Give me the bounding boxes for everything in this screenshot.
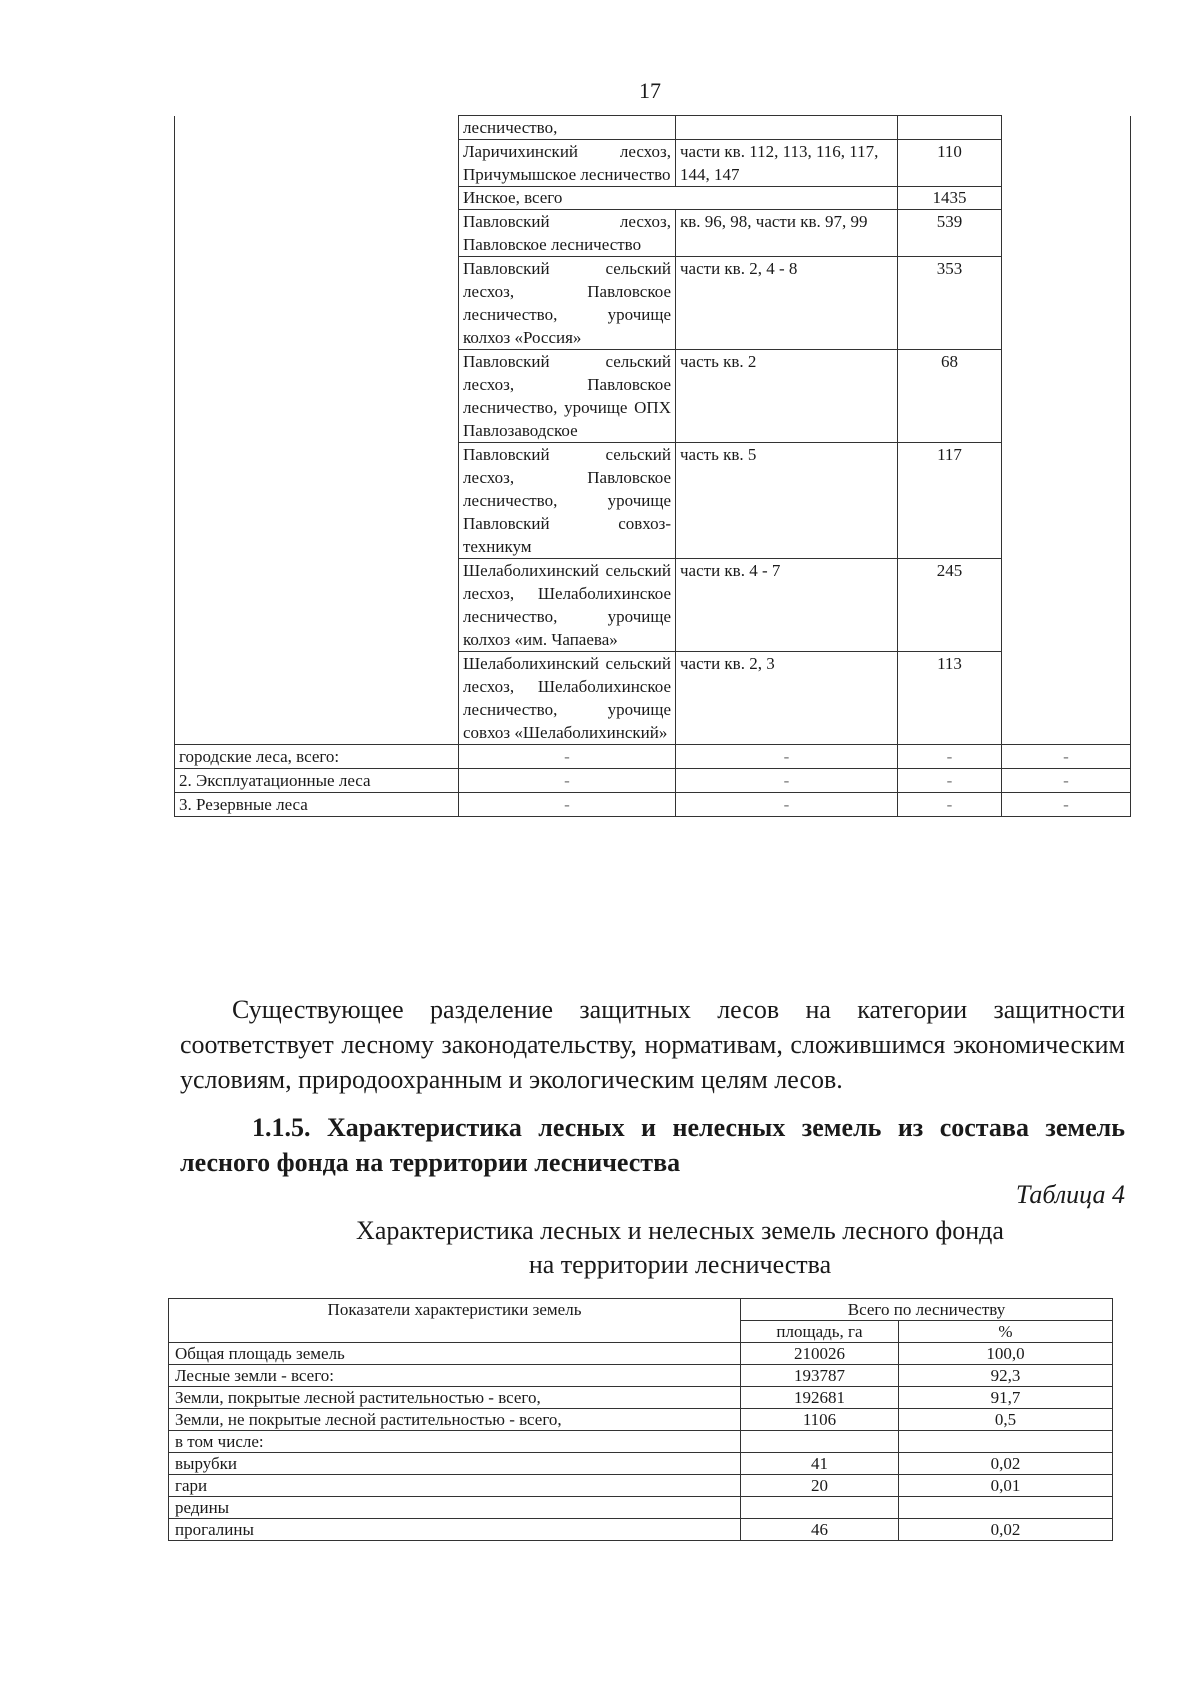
table-row bbox=[169, 1343, 1113, 1365]
header-total: Всего по лесничеству bbox=[741, 1299, 1113, 1321]
table-cell-quarters: часть кв. 2 bbox=[676, 350, 898, 443]
row-area: 20 bbox=[741, 1475, 899, 1497]
dash-cell: - bbox=[459, 793, 676, 817]
table-row-category bbox=[175, 745, 1131, 769]
table-cell-area bbox=[898, 116, 1002, 140]
dash-cell: - bbox=[898, 745, 1002, 769]
row-label: в том числе: bbox=[169, 1431, 741, 1453]
table-cell-site: Павловский сельский лесхоз, Павловское лесничество, урочище ОПХ Павлозаводское bbox=[459, 350, 676, 443]
forest-sites-table bbox=[174, 115, 1131, 817]
table-row bbox=[169, 1519, 1113, 1541]
row-label: прогалины bbox=[169, 1519, 741, 1541]
row-area: 193787 bbox=[741, 1365, 899, 1387]
header-pct: % bbox=[899, 1321, 1113, 1343]
row-area: 46 bbox=[741, 1519, 899, 1541]
dash-cell: - bbox=[459, 769, 676, 793]
header-area: площадь, га bbox=[741, 1321, 899, 1343]
table-row bbox=[169, 1431, 1113, 1453]
row-label: вырубки bbox=[169, 1453, 741, 1475]
table-label: Таблица 4 bbox=[1015, 1180, 1125, 1209]
category-label: городские леса, всего: bbox=[175, 745, 459, 769]
row-label: Общая площадь земель bbox=[169, 1343, 741, 1365]
table-cell-site: Ларичихинский лесхоз, Причумышское лесничество bbox=[459, 140, 676, 187]
table-cell-site: Шелаболихинский сельский лесхоз, Шелаболихинское лесничество, урочище совхоз «Шелаболихинский» bbox=[459, 652, 676, 745]
table-cell-area: 353 bbox=[898, 257, 1002, 350]
row-pct: 0,01 bbox=[899, 1475, 1113, 1497]
table-cell-site: Павловский сельский лесхоз, Павловское лесничество, урочище колхоз «Россия» bbox=[459, 257, 676, 350]
table-title-line1: Характеристика лесных и нелесных земель лесного фонда bbox=[356, 1216, 1004, 1245]
table-header-row bbox=[169, 1299, 1113, 1321]
category-label: 3. Резервные леса bbox=[175, 793, 459, 817]
subtotal-area: 1435 bbox=[898, 187, 1002, 210]
table-row bbox=[169, 1387, 1113, 1409]
table-row-category bbox=[175, 793, 1131, 817]
table-row bbox=[169, 1409, 1113, 1431]
dash-cell: - bbox=[1002, 793, 1131, 817]
dash-cell: - bbox=[676, 793, 898, 817]
row-area bbox=[741, 1431, 899, 1453]
header-indicator: Показатели характеристики земель bbox=[169, 1299, 741, 1343]
row-area: 192681 bbox=[741, 1387, 899, 1409]
table-cell-area: 68 bbox=[898, 350, 1002, 443]
table-cell-site: Шелаболихинский сельский лесхоз, Шелаболихинское лесничество, урочище колхоз «им. Чапаева» bbox=[459, 559, 676, 652]
row-area: 210026 bbox=[741, 1343, 899, 1365]
row-label: Лесные земли - всего: bbox=[169, 1365, 741, 1387]
table-cell-quarters: части кв. 2, 3 bbox=[676, 652, 898, 745]
row-pct: 0,5 bbox=[899, 1409, 1113, 1431]
row-area: 41 bbox=[741, 1453, 899, 1475]
table-title bbox=[180, 1214, 1180, 1282]
row-area bbox=[741, 1497, 899, 1519]
dash-cell: - bbox=[676, 769, 898, 793]
dash-cell: - bbox=[898, 793, 1002, 817]
category-label: 2. Эксплуатационные леса bbox=[175, 769, 459, 793]
row-label: гари bbox=[169, 1475, 741, 1497]
dash-cell: - bbox=[1002, 745, 1131, 769]
row-pct: 0,02 bbox=[899, 1519, 1113, 1541]
table-cell-area: 110 bbox=[898, 140, 1002, 187]
body-paragraph: Существующее разделение защитных лесов на категории защитности соответствует лесному законодательству, нормативам, сложившимся экономическим условиям, природоохранным и экологическим целям лесов. bbox=[180, 995, 1125, 1094]
table-cell-quarters: части кв. 112, 113, 116, 117, 144, 147 bbox=[676, 140, 898, 187]
table-cell-quarters: часть кв. 5 bbox=[676, 443, 898, 559]
table-cell-quarters: части кв. 4 - 7 bbox=[676, 559, 898, 652]
row-label: Земли, не покрытые лесной растительностью - всего, bbox=[169, 1409, 741, 1431]
row-pct bbox=[899, 1497, 1113, 1519]
land-characteristics-table bbox=[168, 1298, 1113, 1541]
row-pct: 0,02 bbox=[899, 1453, 1113, 1475]
row-area: 1106 bbox=[741, 1409, 899, 1431]
dash-cell: - bbox=[676, 745, 898, 769]
table-row bbox=[169, 1365, 1113, 1387]
table-row bbox=[175, 116, 1131, 140]
table-cell-area: 539 bbox=[898, 210, 1002, 257]
dash-cell: - bbox=[898, 769, 1002, 793]
table-row bbox=[169, 1475, 1113, 1497]
table-cell-site: Павловский сельский лесхоз, Павловское лесничество, урочище Павловский совхоз-техникум bbox=[459, 443, 676, 559]
dash-cell: - bbox=[459, 745, 676, 769]
page-number: 17 bbox=[639, 78, 661, 103]
dash-cell: - bbox=[1002, 769, 1131, 793]
row-label: Земли, покрытые лесной растительностью - всего, bbox=[169, 1387, 741, 1409]
row-label: редины bbox=[169, 1497, 741, 1519]
row-pct bbox=[899, 1431, 1113, 1453]
table-row-category bbox=[175, 769, 1131, 793]
section-heading: 1.1.5. Характеристика лесных и нелесных земель из состава земель лесного фонда на территории лесничества bbox=[180, 1113, 1125, 1177]
table-cell-area: 245 bbox=[898, 559, 1002, 652]
table-cell-site: Павловский лесхоз, Павловское лесничество bbox=[459, 210, 676, 257]
table-cell-area: 113 bbox=[898, 652, 1002, 745]
row-pct: 100,0 bbox=[899, 1343, 1113, 1365]
table-cell-quarters: кв. 96, 98, части кв. 97, 99 bbox=[676, 210, 898, 257]
table-cell-area: 117 bbox=[898, 443, 1002, 559]
subtotal-label: Инское, всего bbox=[459, 187, 898, 210]
row-pct: 92,3 bbox=[899, 1365, 1113, 1387]
row-pct: 91,7 bbox=[899, 1387, 1113, 1409]
table-row bbox=[169, 1497, 1113, 1519]
table-row bbox=[169, 1453, 1113, 1475]
table-title-line2: на территории лесничества bbox=[528, 1250, 832, 1279]
table-cell-site: лесничество, bbox=[459, 116, 676, 140]
table-cell-quarters: части кв. 2, 4 - 8 bbox=[676, 257, 898, 350]
table-cell-quarters bbox=[676, 116, 898, 140]
